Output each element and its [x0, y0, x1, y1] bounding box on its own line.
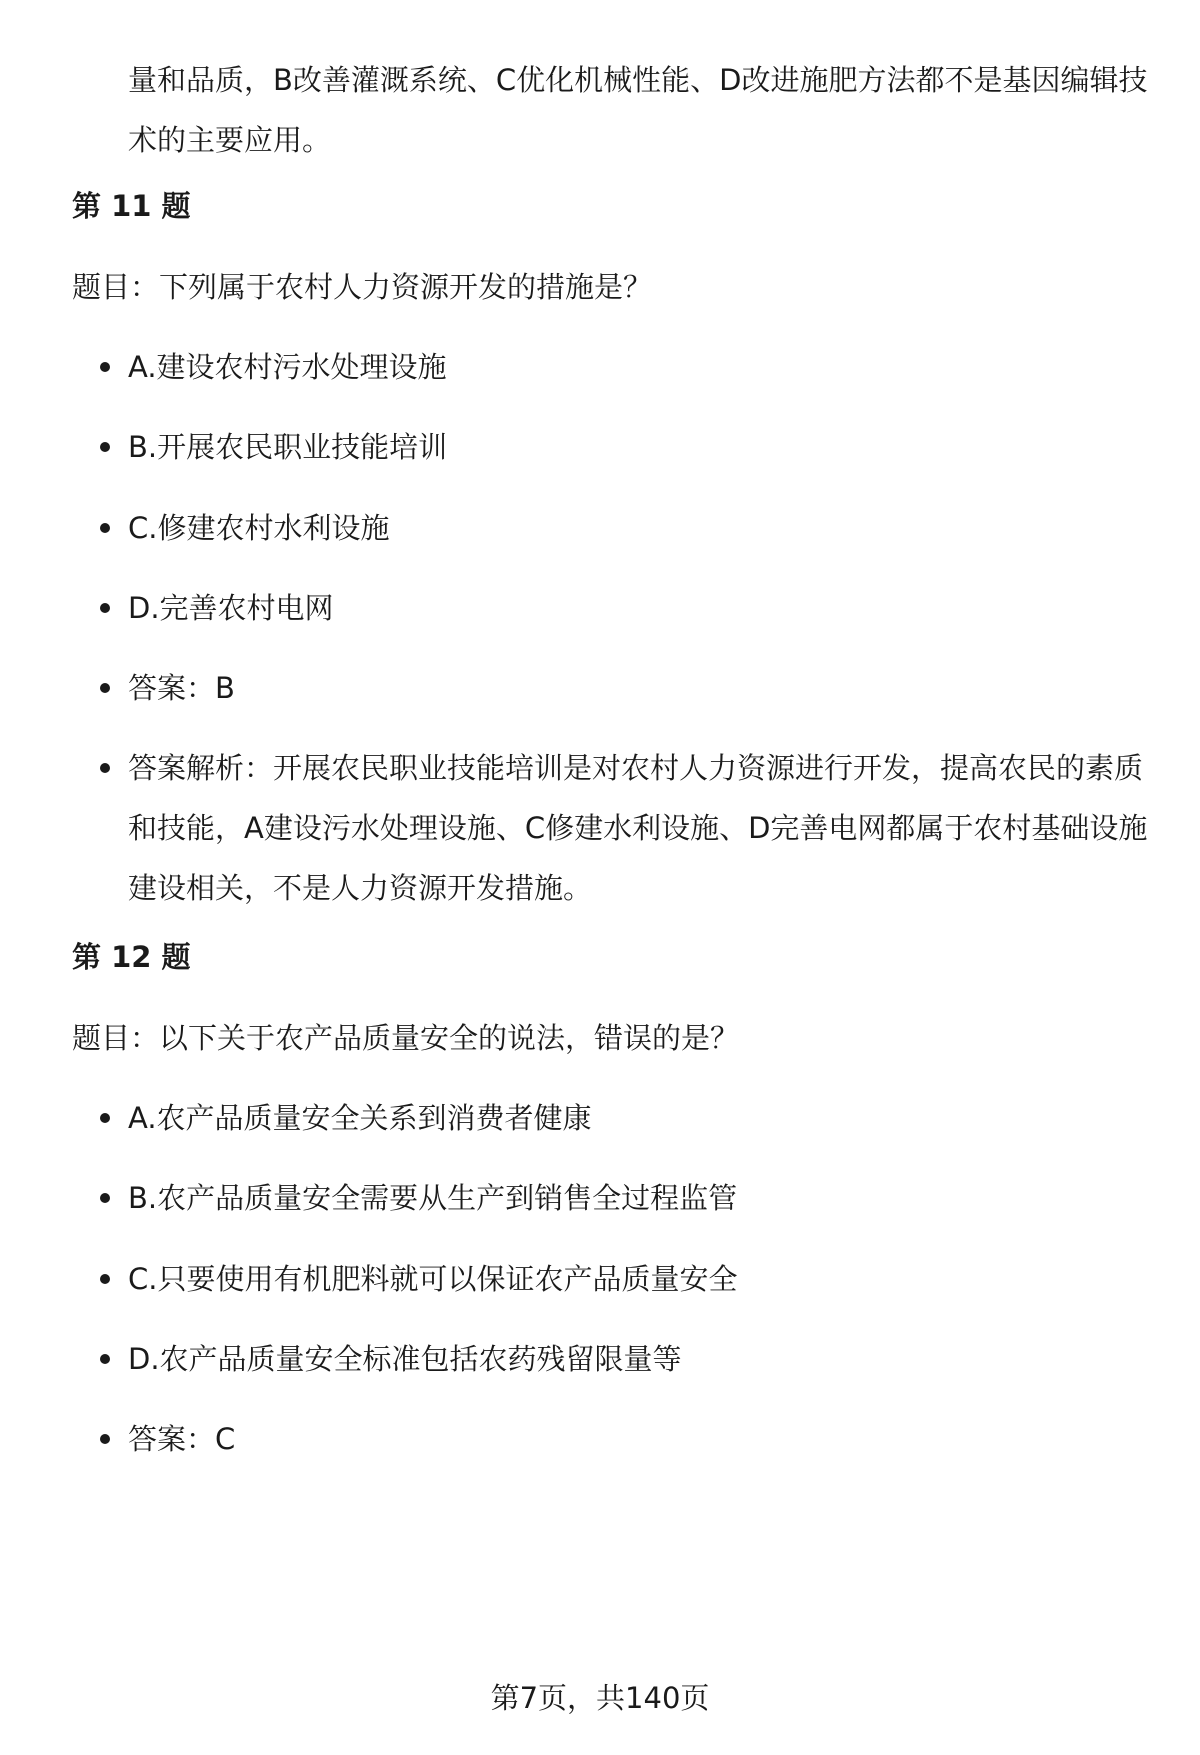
question-12-option-a: A.农产品质量安全关系到消费者健康 [100, 1098, 1160, 1138]
continuation-paragraph: 量和品质，B改善灌溉系统、C优化机械性能、D改进施肥方法都不是基因编辑技术的主要应用。 [128, 63, 1148, 157]
bullet-icon [100, 683, 110, 693]
question-11-text: 题目：下列属于农村人力资源开发的措施是？ [72, 270, 653, 304]
question-12-text: 题目：以下关于农产品质量安全的说法，错误的是？ [72, 1021, 740, 1055]
bullet-icon [100, 523, 110, 533]
bullet-icon [100, 603, 110, 613]
question-11-answer: 答案：B [100, 668, 1160, 708]
question-12-option-d: D.农产品质量安全标准包括农药残留限量等 [100, 1339, 1160, 1379]
question-11-option-d: D.完善农村电网 [100, 588, 1160, 628]
question-12-heading: 第 12 题 [72, 940, 191, 974]
question-12-option-c: C.只要使用有机肥料就可以保证农产品质量安全 [100, 1259, 1160, 1299]
page-number-footer: 第7页，共140页 [490, 1681, 710, 1715]
bullet-icon [100, 1354, 110, 1364]
bullet-icon [100, 1274, 110, 1284]
question-11-heading: 第 11 题 [72, 189, 191, 223]
bullet-icon [100, 763, 110, 773]
question-12-option-b: B.农产品质量安全需要从生产到销售全过程监管 [100, 1178, 1160, 1218]
question-11-option-b: B.开展农民职业技能培训 [100, 427, 1160, 467]
question-11-option-c: C.修建农村水利设施 [100, 508, 1160, 548]
question-11-analysis: 答案解析：开展农民职业技能培训是对农村人力资源进行开发，提高农民的素质和技能，A建设污水处理设施、C修建水利设施、D完善电网都属于农村基础设施建设相关，不是人力资源开发措施。 [100, 738, 1160, 918]
question-11-option-a: A.建设农村污水处理设施 [100, 347, 1160, 387]
bullet-icon [100, 1434, 110, 1444]
bullet-icon [100, 442, 110, 452]
bullet-icon [100, 362, 110, 372]
bullet-icon [100, 1193, 110, 1203]
question-12-answer: 答案：C [100, 1419, 1160, 1459]
bullet-icon [100, 1113, 110, 1123]
